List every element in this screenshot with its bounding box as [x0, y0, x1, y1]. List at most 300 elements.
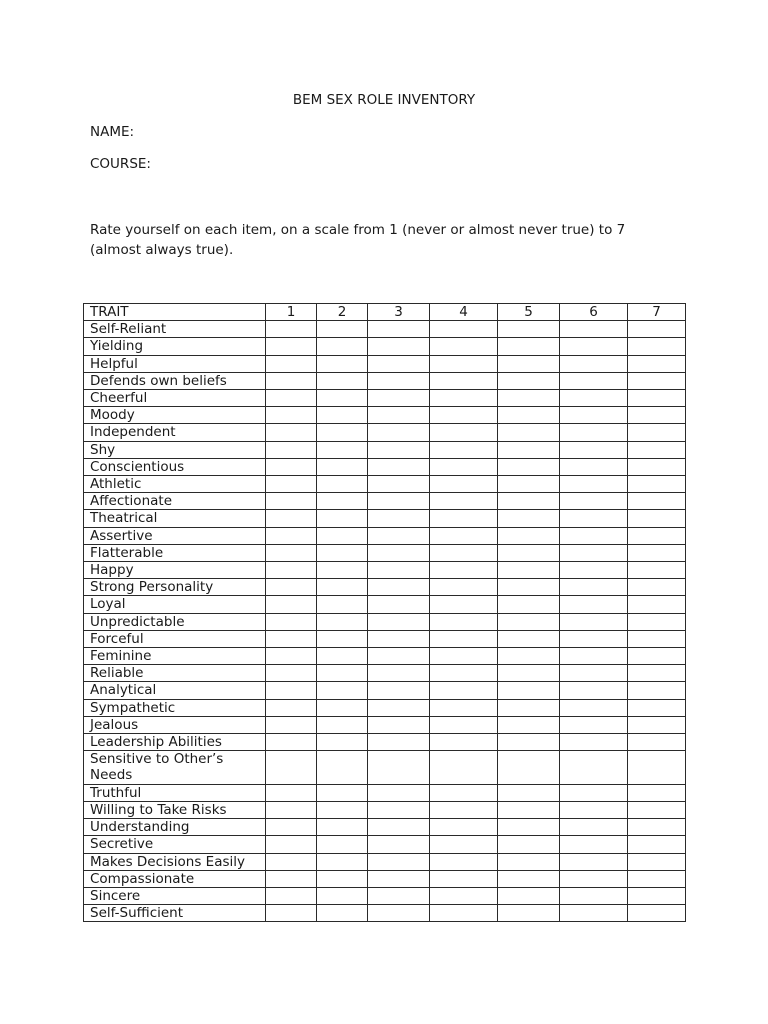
rating-cell-4[interactable] [430, 441, 498, 458]
trait-rows [84, 321, 686, 922]
rating-cell-2[interactable] [317, 716, 368, 733]
rating-cell-3[interactable] [368, 784, 430, 801]
rating-cell-1[interactable] [266, 665, 317, 682]
rating-cell-6[interactable] [560, 510, 628, 527]
rating-cell-3[interactable] [368, 527, 430, 544]
rating-cell-1[interactable] [266, 784, 317, 801]
rating-cell-1[interactable] [266, 321, 317, 338]
rating-cell-5[interactable] [498, 390, 560, 407]
table-row [84, 801, 686, 818]
rating-cell-7[interactable] [628, 905, 686, 922]
trait-label: Flatterable [84, 544, 266, 561]
table-row [84, 476, 686, 493]
rating-cell-5[interactable] [498, 355, 560, 372]
rating-cell-2[interactable] [317, 819, 368, 836]
trait-label: Forceful [84, 630, 266, 647]
rating-cell-5[interactable] [498, 321, 560, 338]
rating-cell-5[interactable] [498, 527, 560, 544]
rating-cell-6[interactable] [560, 630, 628, 647]
table-row [84, 562, 686, 579]
trait-column-header: TRAIT [84, 304, 266, 321]
rating-cell-7[interactable] [628, 493, 686, 510]
rating-cell-1[interactable] [266, 407, 317, 424]
rating-cell-2[interactable] [317, 734, 368, 751]
rating-cell-1[interactable] [266, 734, 317, 751]
trait-label: Moody [84, 407, 266, 424]
rating-cell-4[interactable] [430, 784, 498, 801]
rating-cell-4[interactable] [430, 682, 498, 699]
rating-cell-6[interactable] [560, 734, 628, 751]
trait-label: Assertive [84, 527, 266, 544]
rating-cell-6[interactable] [560, 355, 628, 372]
rating-cell-3[interactable] [368, 801, 430, 818]
trait-label: Leadership Abilities [84, 734, 266, 751]
rating-cell-5[interactable] [498, 734, 560, 751]
rating-cell-7[interactable] [628, 648, 686, 665]
rating-cell-6[interactable] [560, 870, 628, 887]
rating-cell-1[interactable] [266, 527, 317, 544]
rating-cell-6[interactable] [560, 819, 628, 836]
rating-cell-7[interactable] [628, 355, 686, 372]
table-row [84, 870, 686, 887]
rating-cell-3[interactable] [368, 905, 430, 922]
rating-cell-5[interactable] [498, 836, 560, 853]
rating-cell-6[interactable] [560, 596, 628, 613]
rating-cell-1[interactable] [266, 579, 317, 596]
scale-header-5: 5 [498, 304, 560, 321]
rating-cell-5[interactable] [498, 338, 560, 355]
rating-cell-3[interactable] [368, 390, 430, 407]
rating-cell-3[interactable] [368, 751, 430, 784]
rating-cell-2[interactable] [317, 527, 368, 544]
rating-cell-5[interactable] [498, 819, 560, 836]
rating-cell-3[interactable] [368, 338, 430, 355]
rating-cell-2[interactable] [317, 853, 368, 870]
rating-cell-6[interactable] [560, 372, 628, 389]
rating-cell-4[interactable] [430, 476, 498, 493]
trait-label: Shy [84, 441, 266, 458]
trait-label: Sympathetic [84, 699, 266, 716]
rating-cell-1[interactable] [266, 390, 317, 407]
rating-cell-1[interactable] [266, 870, 317, 887]
rating-cell-4[interactable] [430, 596, 498, 613]
rating-cell-1[interactable] [266, 372, 317, 389]
rating-cell-2[interactable] [317, 458, 368, 475]
scale-header-7: 7 [628, 304, 686, 321]
rating-cell-3[interactable] [368, 441, 430, 458]
trait-label: Jealous [84, 716, 266, 733]
table-row [84, 407, 686, 424]
rating-cell-3[interactable] [368, 355, 430, 372]
rating-cell-3[interactable] [368, 562, 430, 579]
scale-header-2: 2 [317, 304, 368, 321]
rating-cell-3[interactable] [368, 407, 430, 424]
rating-cell-3[interactable] [368, 321, 430, 338]
rating-cell-6[interactable] [560, 716, 628, 733]
rating-cell-7[interactable] [628, 716, 686, 733]
table-row [84, 887, 686, 904]
rating-cell-3[interactable] [368, 682, 430, 699]
table-header-row [84, 304, 686, 321]
rating-cell-7[interactable] [628, 699, 686, 716]
rating-cell-1[interactable] [266, 801, 317, 818]
table-row [84, 682, 686, 699]
rating-cell-1[interactable] [266, 648, 317, 665]
rating-cell-6[interactable] [560, 648, 628, 665]
rating-cell-7[interactable] [628, 665, 686, 682]
rating-cell-7[interactable] [628, 630, 686, 647]
rating-cell-7[interactable] [628, 613, 686, 630]
trait-label: Affectionate [84, 493, 266, 510]
rating-cell-2[interactable] [317, 665, 368, 682]
rating-cell-6[interactable] [560, 424, 628, 441]
table-row [84, 579, 686, 596]
rating-cell-7[interactable] [628, 372, 686, 389]
rating-cell-3[interactable] [368, 734, 430, 751]
rating-cell-1[interactable] [266, 510, 317, 527]
rating-cell-4[interactable] [430, 801, 498, 818]
rating-cell-7[interactable] [628, 562, 686, 579]
trait-label: Analytical [84, 682, 266, 699]
rating-cell-2[interactable] [317, 493, 368, 510]
table-row [84, 544, 686, 561]
rating-cell-1[interactable] [266, 338, 317, 355]
rating-cell-5[interactable] [498, 853, 560, 870]
rating-cell-1[interactable] [266, 819, 317, 836]
rating-cell-7[interactable] [628, 751, 686, 784]
rating-cell-2[interactable] [317, 338, 368, 355]
rating-cell-2[interactable] [317, 905, 368, 922]
rating-cell-4[interactable] [430, 562, 498, 579]
rating-cell-7[interactable] [628, 407, 686, 424]
trait-rating-table [83, 303, 686, 922]
rating-cell-5[interactable] [498, 424, 560, 441]
rating-cell-4[interactable] [430, 734, 498, 751]
rating-cell-6[interactable] [560, 613, 628, 630]
table-row [84, 853, 686, 870]
rating-cell-4[interactable] [430, 905, 498, 922]
rating-cell-5[interactable] [498, 648, 560, 665]
rating-cell-6[interactable] [560, 338, 628, 355]
rating-cell-3[interactable] [368, 648, 430, 665]
rating-cell-4[interactable] [430, 853, 498, 870]
rating-cell-5[interactable] [498, 372, 560, 389]
rating-cell-5[interactable] [498, 493, 560, 510]
rating-cell-7[interactable] [628, 527, 686, 544]
rating-cell-4[interactable] [430, 510, 498, 527]
rating-cell-5[interactable] [498, 751, 560, 784]
course-label: COURSE: [90, 156, 151, 172]
rating-cell-5[interactable] [498, 784, 560, 801]
rating-cell-6[interactable] [560, 784, 628, 801]
name-label: NAME: [90, 124, 135, 140]
rating-cell-4[interactable] [430, 699, 498, 716]
rating-cell-2[interactable] [317, 579, 368, 596]
rating-cell-4[interactable] [430, 751, 498, 784]
rating-cell-6[interactable] [560, 699, 628, 716]
rating-cell-2[interactable] [317, 355, 368, 372]
rating-cell-6[interactable] [560, 441, 628, 458]
table-row [84, 836, 686, 853]
table-row [84, 441, 686, 458]
rating-cell-5[interactable] [498, 579, 560, 596]
rating-cell-6[interactable] [560, 887, 628, 904]
table-row [84, 648, 686, 665]
rating-cell-4[interactable] [430, 887, 498, 904]
rating-cell-6[interactable] [560, 321, 628, 338]
rating-cell-7[interactable] [628, 390, 686, 407]
rating-cell-3[interactable] [368, 819, 430, 836]
rating-cell-1[interactable] [266, 493, 317, 510]
rating-cell-2[interactable] [317, 836, 368, 853]
rating-cell-6[interactable] [560, 562, 628, 579]
scale-header-1: 1 [266, 304, 317, 321]
rating-cell-4[interactable] [430, 544, 498, 561]
rating-cell-6[interactable] [560, 665, 628, 682]
trait-label: Loyal [84, 596, 266, 613]
trait-label: Yielding [84, 338, 266, 355]
rating-cell-1[interactable] [266, 562, 317, 579]
rating-cell-4[interactable] [430, 424, 498, 441]
rating-cell-1[interactable] [266, 476, 317, 493]
rating-cell-5[interactable] [498, 613, 560, 630]
trait-label: Strong Personality [84, 579, 266, 596]
rating-cell-3[interactable] [368, 665, 430, 682]
rating-cell-3[interactable] [368, 716, 430, 733]
rating-cell-2[interactable] [317, 887, 368, 904]
rating-cell-3[interactable] [368, 887, 430, 904]
trait-label: Helpful [84, 355, 266, 372]
rating-cell-1[interactable] [266, 836, 317, 853]
table-row [84, 355, 686, 372]
rating-cell-5[interactable] [498, 665, 560, 682]
rating-cell-1[interactable] [266, 905, 317, 922]
rating-cell-2[interactable] [317, 630, 368, 647]
rating-cell-2[interactable] [317, 751, 368, 784]
rating-cell-7[interactable] [628, 476, 686, 493]
rating-cell-4[interactable] [430, 665, 498, 682]
rating-cell-5[interactable] [498, 682, 560, 699]
rating-cell-7[interactable] [628, 870, 686, 887]
rating-cell-6[interactable] [560, 751, 628, 784]
rating-cell-7[interactable] [628, 424, 686, 441]
rating-cell-2[interactable] [317, 870, 368, 887]
rating-cell-6[interactable] [560, 544, 628, 561]
rating-cell-1[interactable] [266, 699, 317, 716]
rating-cell-5[interactable] [498, 887, 560, 904]
rating-cell-1[interactable] [266, 441, 317, 458]
rating-cell-4[interactable] [430, 630, 498, 647]
rating-cell-6[interactable] [560, 527, 628, 544]
rating-cell-4[interactable] [430, 407, 498, 424]
rating-cell-6[interactable] [560, 390, 628, 407]
table-row [84, 784, 686, 801]
rating-cell-2[interactable] [317, 682, 368, 699]
rating-cell-2[interactable] [317, 596, 368, 613]
table-row [84, 372, 686, 389]
rating-cell-6[interactable] [560, 682, 628, 699]
rating-cell-7[interactable] [628, 510, 686, 527]
rating-cell-4[interactable] [430, 836, 498, 853]
rating-cell-5[interactable] [498, 716, 560, 733]
rating-cell-7[interactable] [628, 801, 686, 818]
rating-cell-3[interactable] [368, 476, 430, 493]
rating-cell-7[interactable] [628, 338, 686, 355]
rating-cell-5[interactable] [498, 905, 560, 922]
rating-cell-4[interactable] [430, 321, 498, 338]
rating-cell-7[interactable] [628, 819, 686, 836]
rating-cell-3[interactable] [368, 699, 430, 716]
rating-cell-5[interactable] [498, 630, 560, 647]
rating-cell-7[interactable] [628, 544, 686, 561]
rating-cell-7[interactable] [628, 579, 686, 596]
rating-cell-3[interactable] [368, 853, 430, 870]
rating-cell-1[interactable] [266, 682, 317, 699]
rating-cell-1[interactable] [266, 613, 317, 630]
rating-cell-5[interactable] [498, 510, 560, 527]
trait-label: Truthful [84, 784, 266, 801]
table-row [84, 424, 686, 441]
rating-cell-2[interactable] [317, 544, 368, 561]
rating-cell-1[interactable] [266, 596, 317, 613]
rating-cell-1[interactable] [266, 424, 317, 441]
rating-cell-5[interactable] [498, 699, 560, 716]
rating-cell-3[interactable] [368, 579, 430, 596]
rating-cell-1[interactable] [266, 887, 317, 904]
table-row [84, 493, 686, 510]
rating-cell-3[interactable] [368, 493, 430, 510]
rating-cell-4[interactable] [430, 819, 498, 836]
rating-cell-4[interactable] [430, 390, 498, 407]
trait-label: Independent [84, 424, 266, 441]
rating-cell-5[interactable] [498, 596, 560, 613]
table-row [84, 613, 686, 630]
rating-cell-2[interactable] [317, 390, 368, 407]
rating-cell-1[interactable] [266, 853, 317, 870]
rating-cell-7[interactable] [628, 441, 686, 458]
rating-cell-6[interactable] [560, 493, 628, 510]
rating-cell-6[interactable] [560, 458, 628, 475]
document-title: BEM SEX ROLE INVENTORY [292, 92, 476, 108]
rating-cell-3[interactable] [368, 630, 430, 647]
rating-cell-7[interactable] [628, 734, 686, 751]
rating-cell-6[interactable] [560, 836, 628, 853]
rating-cell-6[interactable] [560, 476, 628, 493]
rating-cell-6[interactable] [560, 853, 628, 870]
rating-cell-7[interactable] [628, 836, 686, 853]
rating-cell-3[interactable] [368, 836, 430, 853]
rating-cell-2[interactable] [317, 407, 368, 424]
rating-cell-6[interactable] [560, 905, 628, 922]
instructions-text: Rate yourself on each item, on a scale from 1 (never or almost never true) to 7 (almost always true). [90, 222, 626, 258]
table-row [84, 321, 686, 338]
rating-cell-4[interactable] [430, 355, 498, 372]
rating-cell-5[interactable] [498, 544, 560, 561]
rating-cell-4[interactable] [430, 338, 498, 355]
rating-cell-7[interactable] [628, 321, 686, 338]
rating-cell-2[interactable] [317, 321, 368, 338]
table-row [84, 510, 686, 527]
rating-cell-4[interactable] [430, 579, 498, 596]
trait-label: Conscientious [84, 458, 266, 475]
rating-cell-6[interactable] [560, 579, 628, 596]
rating-cell-2[interactable] [317, 510, 368, 527]
rating-cell-2[interactable] [317, 801, 368, 818]
rating-cell-3[interactable] [368, 613, 430, 630]
trait-label: Self-Reliant [84, 321, 266, 338]
rating-cell-5[interactable] [498, 801, 560, 818]
rating-cell-5[interactable] [498, 476, 560, 493]
rating-cell-3[interactable] [368, 458, 430, 475]
trait-label: Sincere [84, 887, 266, 904]
rating-cell-3[interactable] [368, 372, 430, 389]
rating-cell-3[interactable] [368, 424, 430, 441]
rating-cell-1[interactable] [266, 355, 317, 372]
trait-label: Understanding [84, 819, 266, 836]
table-row [84, 630, 686, 647]
rating-cell-5[interactable] [498, 458, 560, 475]
trait-label: Athletic [84, 476, 266, 493]
rating-cell-1[interactable] [266, 751, 317, 784]
rating-cell-1[interactable] [266, 630, 317, 647]
rating-cell-2[interactable] [317, 699, 368, 716]
rating-cell-4[interactable] [430, 458, 498, 475]
rating-cell-5[interactable] [498, 407, 560, 424]
rating-cell-7[interactable] [628, 596, 686, 613]
rating-cell-2[interactable] [317, 648, 368, 665]
rating-cell-4[interactable] [430, 716, 498, 733]
rating-cell-4[interactable] [430, 870, 498, 887]
rating-cell-3[interactable] [368, 510, 430, 527]
rating-cell-4[interactable] [430, 527, 498, 544]
rating-cell-7[interactable] [628, 458, 686, 475]
table-row [84, 751, 686, 784]
rating-cell-2[interactable] [317, 784, 368, 801]
rating-cell-4[interactable] [430, 648, 498, 665]
rating-cell-1[interactable] [266, 544, 317, 561]
rating-cell-7[interactable] [628, 853, 686, 870]
rating-cell-3[interactable] [368, 596, 430, 613]
rating-cell-2[interactable] [317, 476, 368, 493]
rating-cell-5[interactable] [498, 441, 560, 458]
rating-cell-2[interactable] [317, 562, 368, 579]
rating-cell-1[interactable] [266, 716, 317, 733]
rating-cell-2[interactable] [317, 372, 368, 389]
rating-cell-2[interactable] [317, 613, 368, 630]
rating-cell-3[interactable] [368, 870, 430, 887]
rating-cell-2[interactable] [317, 424, 368, 441]
rating-cell-6[interactable] [560, 801, 628, 818]
trait-label: Defends own beliefs [84, 372, 266, 389]
rating-cell-1[interactable] [266, 458, 317, 475]
table-row [84, 338, 686, 355]
rating-cell-4[interactable] [430, 372, 498, 389]
scale-header-6: 6 [560, 304, 628, 321]
rating-cell-5[interactable] [498, 562, 560, 579]
table-row [84, 458, 686, 475]
table-row [84, 819, 686, 836]
rating-cell-4[interactable] [430, 613, 498, 630]
rating-cell-7[interactable] [628, 784, 686, 801]
rating-cell-7[interactable] [628, 682, 686, 699]
rating-cell-3[interactable] [368, 544, 430, 561]
rating-cell-2[interactable] [317, 441, 368, 458]
trait-label: Makes Decisions Easily [84, 853, 266, 870]
rating-cell-5[interactable] [498, 870, 560, 887]
rating-cell-4[interactable] [430, 493, 498, 510]
rating-cell-6[interactable] [560, 407, 628, 424]
rating-cell-7[interactable] [628, 887, 686, 904]
